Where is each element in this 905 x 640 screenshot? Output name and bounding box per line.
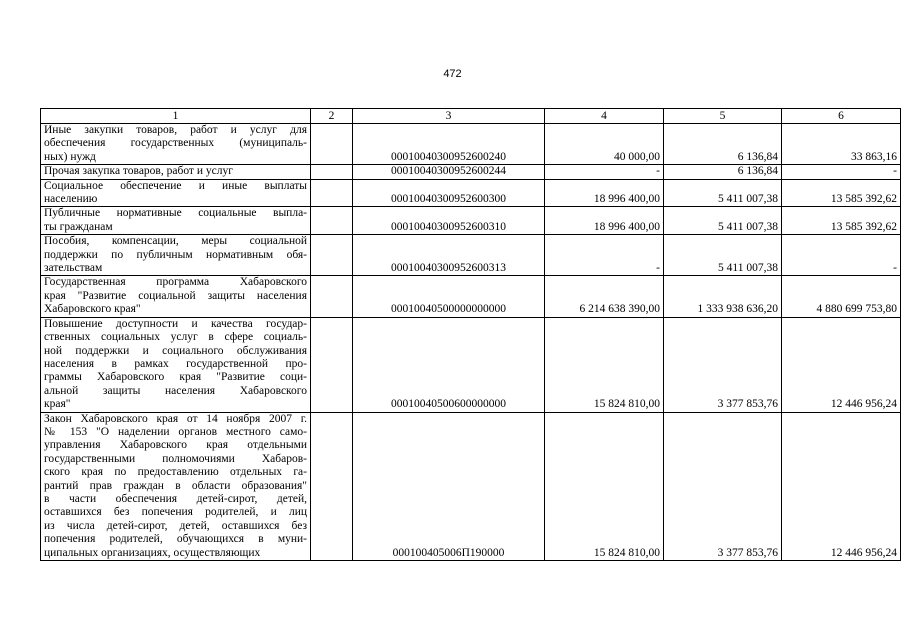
row-plan-cell: 18 996 400,00	[545, 207, 664, 235]
budget-execution-table	[40, 108, 901, 561]
row-executed-cell: 5 411 007,38	[664, 179, 782, 207]
header-col-4: 4	[545, 109, 664, 124]
row-plan-cell: -	[545, 165, 664, 179]
row-remaining-cell: 12 446 956,24	[782, 412, 901, 560]
header-col-6: 6	[782, 109, 901, 124]
page-number: 472	[443, 68, 462, 80]
row-name-line: ственных социальных услуг в сфере социаль-	[44, 331, 307, 344]
row-executed-cell: 6 136,84	[664, 124, 782, 165]
row-remaining-cell: -	[782, 235, 901, 276]
row-name-cell	[41, 207, 311, 235]
row-code-cell: 00010040300952600313	[353, 235, 545, 276]
row-name-line: Государственная программа Хабаровского	[44, 276, 307, 289]
row-name-line: государственными полномочиями Хабаров-	[44, 452, 307, 465]
table-row	[41, 276, 901, 317]
row-col2-cell	[311, 412, 353, 560]
row-name-line: населению	[44, 193, 98, 206]
row-name-line: населения в рамках государственной про-	[44, 357, 307, 370]
row-code-cell: 00010040300952600310	[353, 207, 545, 235]
row-name-line: обеспечения государственных (муниципаль-	[44, 137, 307, 150]
header-col-2: 2	[311, 109, 353, 124]
row-name-line: в части обеспечения детей-сирот, детей,	[44, 492, 307, 505]
table-row	[41, 317, 901, 412]
row-code-cell: 00010040300952600244	[353, 165, 545, 179]
row-plan-cell: -	[545, 235, 664, 276]
row-name-line: ципальных организациях, осуществляющих	[44, 546, 261, 559]
row-name-line: Публичные нормативные социальные выпла-	[44, 207, 307, 220]
row-name-line: попечения родителей, обучающихся в муни-	[44, 533, 307, 546]
row-name-line: рантий прав граждан в области образования"	[44, 479, 307, 492]
row-code-cell: 00010040300952600240	[353, 124, 545, 165]
row-name-line: поддержки по публичным нормативным обя-	[44, 248, 307, 261]
table-row	[41, 412, 901, 560]
row-plan-cell: 18 996 400,00	[545, 179, 664, 207]
row-col2-cell	[311, 207, 353, 235]
row-executed-cell: 5 411 007,38	[664, 207, 782, 235]
row-name-line: Иные закупки товаров, работ и услуг для	[44, 124, 307, 136]
row-code-cell: 00010040500600000000	[353, 317, 545, 412]
row-name-line: ной поддержки и социального обслуживания	[44, 344, 307, 357]
row-col2-cell	[311, 235, 353, 276]
row-name-line: управления Хабаровского края отдельными	[44, 439, 307, 452]
row-plan-cell: 15 824 810,00	[545, 412, 664, 560]
table-header-row	[41, 109, 901, 124]
row-name-line: края "Развитие социальной защиты населения	[44, 289, 307, 302]
row-name-line: Прочая закупка товаров, работ и услуг	[44, 165, 233, 178]
table-body	[41, 124, 901, 561]
row-name-cell	[41, 124, 311, 165]
row-name-cell	[41, 276, 311, 317]
row-name-line: Закон Хабаровского края от 14 ноября 2007 г.	[44, 412, 307, 425]
row-executed-cell: 3 377 853,76	[664, 317, 782, 412]
row-col2-cell	[311, 165, 353, 179]
row-name-cell	[41, 179, 311, 207]
row-name-cell	[41, 235, 311, 276]
row-remaining-cell: 4 880 699 753,80	[782, 276, 901, 317]
header-col-1: 1	[41, 109, 311, 124]
row-executed-cell: 1 333 938 636,20	[664, 276, 782, 317]
row-remaining-cell: -	[782, 165, 901, 179]
row-executed-cell: 6 136,84	[664, 165, 782, 179]
row-name-line: зательствам	[44, 262, 103, 275]
row-code-cell: 00010040300952600300	[353, 179, 545, 207]
row-remaining-cell: 12 446 956,24	[782, 317, 901, 412]
row-code-cell: 00010040500000000000	[353, 276, 545, 317]
row-name-cell	[41, 317, 311, 412]
row-name-line: Хабаровского края"	[44, 303, 141, 316]
row-executed-cell: 3 377 853,76	[664, 412, 782, 560]
row-col2-cell	[311, 317, 353, 412]
row-name-line: альной защиты населения Хабаровского	[44, 384, 307, 397]
row-plan-cell: 15 824 810,00	[545, 317, 664, 412]
row-remaining-cell: 13 585 392,62	[782, 179, 901, 207]
row-name-line: граммы Хабаровского края "Развитие соци-	[44, 371, 307, 384]
table-row	[41, 179, 901, 207]
row-name-line: ского края по предоставлению отдельных га-	[44, 466, 307, 479]
row-name-line: Пособия, компенсации, меры социальной	[44, 235, 307, 248]
row-name-line: оставшихся без попечения родителей, и лиц	[44, 506, 307, 519]
row-remaining-cell: 13 585 392,62	[782, 207, 901, 235]
row-plan-cell: 40 000,00	[545, 124, 664, 165]
row-name-line: Социальное обеспечение и иные выплаты	[44, 179, 307, 192]
row-name-line: № 153 "О наделении органов местного само-	[44, 425, 307, 438]
row-executed-cell: 5 411 007,38	[664, 235, 782, 276]
row-name-line: ты гражданам	[44, 220, 113, 233]
row-remaining-cell: 33 863,16	[782, 124, 901, 165]
table-row	[41, 207, 901, 235]
table-row	[41, 165, 901, 179]
row-plan-cell: 6 214 638 390,00	[545, 276, 664, 317]
row-col2-cell	[311, 179, 353, 207]
header-col-3: 3	[353, 109, 545, 124]
header-col-5: 5	[664, 109, 782, 124]
table-row	[41, 235, 901, 276]
row-name-cell	[41, 412, 311, 560]
row-name-line: из числа детей-сирот, детей, оставшихся без	[44, 519, 307, 532]
row-col2-cell	[311, 124, 353, 165]
row-code-cell: 000100405006П190000	[353, 412, 545, 560]
row-col2-cell	[311, 276, 353, 317]
row-name-line: края"	[44, 398, 71, 411]
row-name-line: Повышение доступности и качества государ-	[44, 317, 307, 330]
table-row	[41, 124, 901, 165]
row-name-cell	[41, 165, 311, 179]
row-name-line: ных) нужд	[44, 150, 96, 163]
